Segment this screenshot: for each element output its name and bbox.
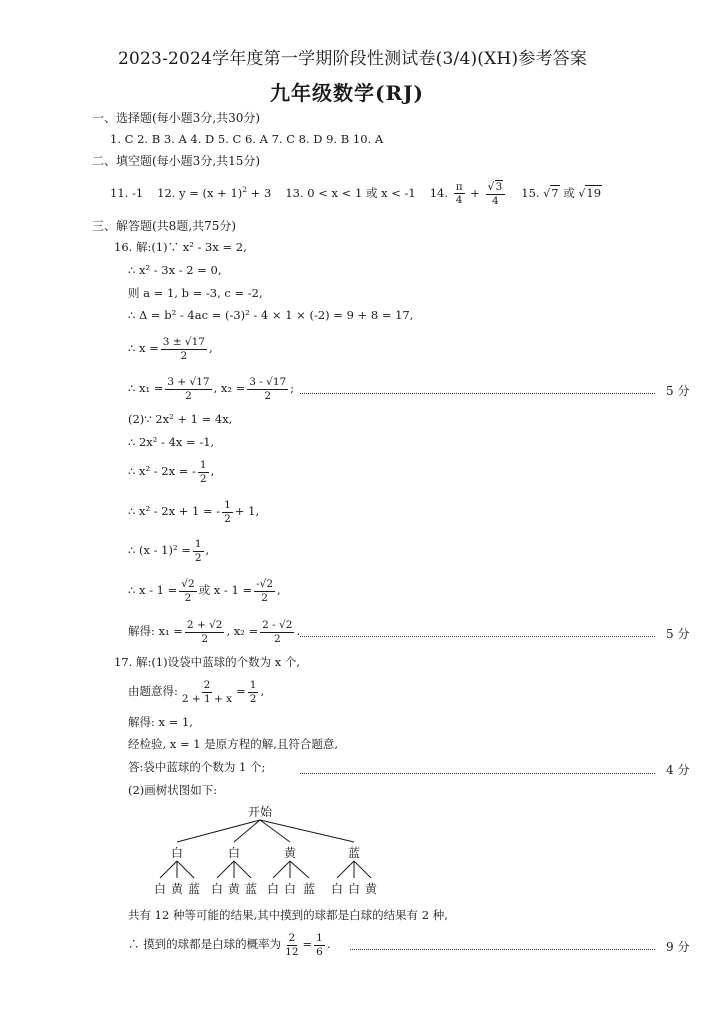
q16-line4: ∴ Δ = b² - 4ac = (-3)² - 4 × 1 × (-2) = 9 + 8 = 17, <box>128 308 414 322</box>
answer-11: 11. -1 <box>110 186 144 201</box>
tree-leaf-2c: 蓝 <box>244 882 258 896</box>
answer-14: 14. $\frac{\pi}{4}$ + $\frac{√3}{4}$ <box>430 181 508 207</box>
tree-branch-2a <box>217 861 234 878</box>
tree-branch-1a <box>160 861 177 878</box>
q17-line3: 解得: x = 1, <box>128 715 193 729</box>
probability-tree-diagram <box>140 800 400 900</box>
tree-leaf-4a: 白 <box>330 882 344 896</box>
tree-leaf-1b: 黄 <box>170 882 184 896</box>
q16-line6-frac2: $\frac{3 - √17}{2}$ <box>249 376 287 402</box>
section1-heading: 一、选择题(每小题3分,共30分) <box>92 111 261 125</box>
q17-line8-frac1: $\frac{2}{12}$ <box>285 932 299 958</box>
q16-score1: 5 分 <box>666 384 690 398</box>
q16-line11: ∴ (x - 1)² = $\frac{1}{2}$ , <box>128 538 210 564</box>
q16-line13-frac2: $\frac{2 - √2}{2}$ <box>262 619 293 645</box>
q16-line12: ∴ x - 1 = $\frac{√2}{2}$ 或 x - 1 = $\frac{-√2}{2}$ , <box>128 578 281 604</box>
tree-l1-node-2: 白 <box>227 846 241 860</box>
q16-line10-frac: $\frac{1}{2}$ <box>224 499 231 525</box>
q16-line5-frac: $\frac{3 \pm √17}{2}$ <box>162 336 205 362</box>
q17-line2-frac2: $\frac{1}{2}$ <box>249 679 257 705</box>
q17-line2: 由题意得: $\frac{2}{2 + 1 + x}$ = $\frac{1}{2}$ , <box>128 679 265 705</box>
answer-14-frac-b: $\frac{√3}{4}$ <box>486 181 506 207</box>
section2-answers <box>110 177 602 211</box>
tree-leaf-1c: 蓝 <box>187 882 201 896</box>
tree-l1-node-4: 蓝 <box>347 846 361 860</box>
tree-leaf-3a: 白 <box>266 882 280 896</box>
tree-branch-3c <box>290 861 309 878</box>
answer-13: 13. 0 < x < 1 或 x < -1 <box>285 186 416 201</box>
q16-line2: ∴ x² - 3x - 2 = 0, <box>128 263 222 277</box>
q16-score2-leader <box>300 636 655 637</box>
answer-15: 15. √7 或 √19 <box>521 186 602 201</box>
tree-leaf-3c: 蓝 <box>302 882 316 896</box>
q16-line9: ∴ x² - 2x = - $\frac{1}{2}$ , <box>128 459 215 485</box>
tree-branch-2c <box>234 861 251 878</box>
q17-score2-leader <box>350 949 655 950</box>
tree-l1-node-1: 白 <box>170 846 184 860</box>
tree-branch-1c <box>177 861 194 878</box>
q16-line11-frac: $\frac{1}{2}$ <box>194 538 202 564</box>
answer-12: 12. $y = (x + 1)^2 + 3$ <box>157 185 272 201</box>
tree-branch-3a <box>273 861 290 878</box>
q17-line6: (2)画树状图如下: <box>128 783 218 797</box>
q16-line10: ∴ x² - 2x + 1 = - $\frac{1}{2}$ + 1, <box>128 499 260 525</box>
tree-leaf-3b: 白 <box>283 882 297 896</box>
tree-leaf-4c: 黄 <box>364 882 378 896</box>
q17-line8-frac2: $\frac{1}{6}$ <box>316 932 323 958</box>
q16-line7: (2)∵ 2x² + 1 = 4x, <box>128 412 233 426</box>
tree-leaf-4b: 白 <box>347 882 361 896</box>
document-title: 2023-2024学年度第一学期阶段性测试卷(3/4)(XH)参考答案 <box>118 49 588 69</box>
tree-l1-node-3: 黄 <box>283 846 297 860</box>
q16-score2: 5 分 <box>666 627 690 641</box>
document-subtitle: 九年级数学(RJ) <box>270 81 425 105</box>
tree-branch-4a <box>337 861 354 878</box>
q16-line5: ∴ x = $\frac{3 \pm √17}{2}$ , <box>128 336 213 362</box>
q16-line6: ∴ x₁ = $\frac{3 + √17}{2}$ , x₂ = $\frac{3 - √17}{2}$ ; <box>128 376 295 402</box>
q17-score1: 4 分 <box>666 763 690 777</box>
tree-leaf-2b: 黄 <box>227 882 241 896</box>
q17-score2: 9 分 <box>666 940 690 954</box>
q16-line3: 则 a = 1, b = -3, c = -2, <box>128 286 263 300</box>
q17-line4: 经检验, x = 1 是原方程的解,且符合题意, <box>128 737 339 751</box>
section3-heading: 三、解答题(共8题,共75分) <box>92 219 237 233</box>
q17-line2-frac1: $\frac{2}{2 + 1 + x}$ <box>181 679 233 705</box>
q16-score1-leader <box>300 393 655 394</box>
tree-leaf-1a: 白 <box>153 882 167 896</box>
q17-line8: ∴ 摸到的球都是白球的概率为 $\frac{2}{12}$ = $\frac{1}{6}$ . <box>128 932 331 958</box>
section2-heading: 二、填空题(每小题3分,共15分) <box>92 154 261 168</box>
tree-branch-4c <box>354 861 371 878</box>
q17-line7: 共有 12 种等可能的结果,其中摸到的球都是白球的结果有 2 种, <box>128 908 448 922</box>
q17-line1: 17. 解:(1)设袋中蓝球的个数为 x 个, <box>114 655 301 669</box>
q16-line13-frac1: $\frac{2 + √2}{2}$ <box>186 619 223 645</box>
tree-leaf-2a: 白 <box>210 882 224 896</box>
q16-line9-frac: $\frac{1}{2}$ <box>199 459 207 485</box>
answer-14-frac-a: $\frac{\pi}{4}$ <box>455 181 463 207</box>
q16-line12-frac2: $\frac{-√2}{2}$ <box>256 578 274 604</box>
q16-line8: ∴ 2x² - 4x = -1, <box>128 435 215 449</box>
q17-score1-leader <box>300 773 655 774</box>
q16-line1: 16. 解:(1)∵ x² - 3x = 2, <box>114 240 247 254</box>
q16-line13: 解得: x₁ = $\frac{2 + √2}{2}$ , x₂ = $\frac{2 - √2}{2}$ . <box>128 619 301 645</box>
q16-line12-frac1: $\frac{√2}{2}$ <box>181 578 195 604</box>
section1-answers: 1. C 2. B 3. A 4. D 5. C 6. A 7. C 8. D 9. B 10. A <box>110 132 384 146</box>
tree-root: 开始 <box>247 805 273 819</box>
q17-line5: 答:袋中蓝球的个数为 1 个; <box>128 760 266 774</box>
q16-line6-frac1: $\frac{3 + √17}{2}$ <box>167 376 210 402</box>
tree-branch-root-4 <box>260 820 354 842</box>
